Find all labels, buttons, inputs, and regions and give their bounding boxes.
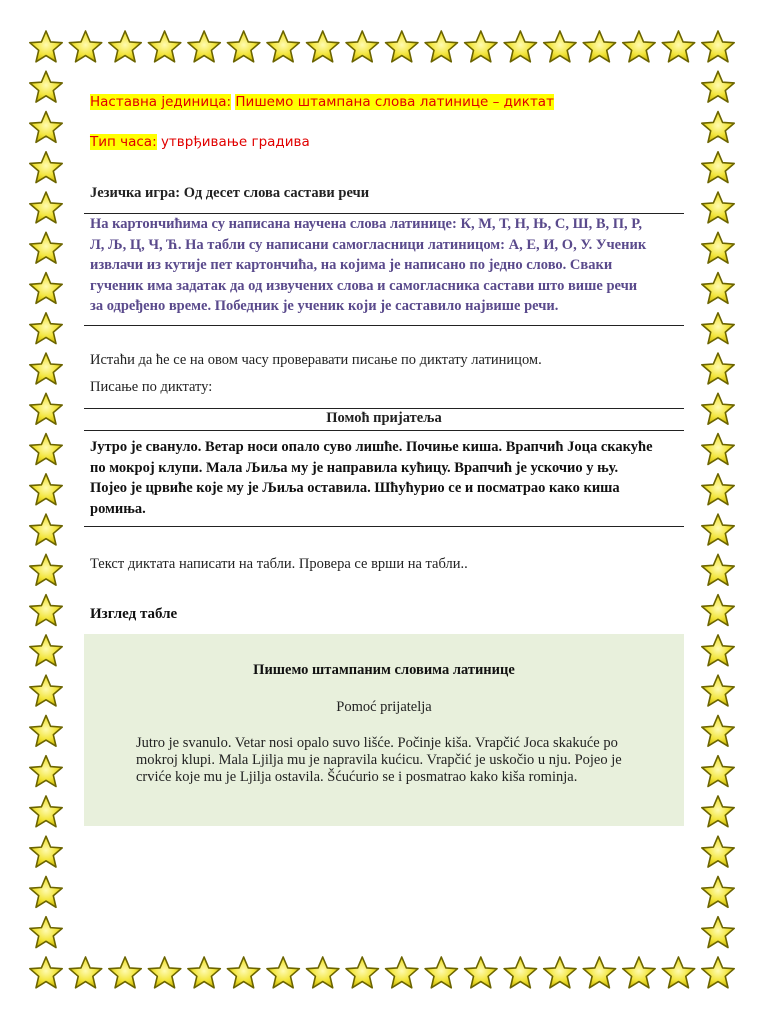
star-icon <box>30 635 62 666</box>
note-line-1: Истаћи да ће се на овом часу проверавати писање по диктату латиницом. <box>90 352 542 368</box>
star-icon <box>425 31 457 62</box>
star-icon <box>504 957 536 988</box>
star-icon <box>30 192 62 223</box>
star-icon <box>307 31 339 62</box>
star-icon <box>30 876 62 907</box>
star-icon <box>623 31 655 62</box>
dictation-line: ромиња. <box>90 500 146 517</box>
star-icon <box>30 71 62 102</box>
star-icon <box>702 112 734 143</box>
star-icon <box>30 434 62 465</box>
star-icon <box>544 31 576 62</box>
divider <box>84 526 684 527</box>
lesson-type-label: Тип часа: <box>90 134 157 150</box>
lesson-type-line <box>90 134 310 150</box>
star-icon <box>30 554 62 585</box>
board-line: Jutro je svanulo. Vetar nosi opalo suvo lišće. Počinje kiša. Vrapčić Joca skakuće po <box>136 735 618 751</box>
star-icon <box>30 393 62 424</box>
game-line: Л, Љ, Ц, Ч, Ћ. На табли су написани самогласници латиницом: А, Е, И, О, У. Ученик <box>90 236 647 253</box>
star-icon <box>702 635 734 666</box>
lesson-type-value: утврђивање градива <box>160 134 310 150</box>
board-text <box>136 735 646 786</box>
star-icon <box>702 796 734 827</box>
game-line: за одређено време. Победник је ученик који је саставило највише речи. <box>90 298 559 314</box>
star-icon <box>30 796 62 827</box>
star-icon <box>583 957 615 988</box>
star-icon <box>188 31 220 62</box>
star-icon <box>227 957 259 988</box>
star-icon <box>702 876 734 907</box>
note-line-2: Писање по диктату: <box>90 379 213 395</box>
star-icon <box>267 957 299 988</box>
board-subtitle: Pomoć prijatelja <box>336 699 432 715</box>
star-icon <box>386 31 418 62</box>
dictation-line: по мокрој клупи. Мала Љиља му је направила кућицу. Врапчић је ускочио у њу. <box>90 459 619 476</box>
star-icon <box>662 31 694 62</box>
star-icon <box>30 836 62 867</box>
star-icon <box>30 595 62 626</box>
star-icon <box>465 957 497 988</box>
star-icon <box>69 31 101 62</box>
star-icon <box>109 31 141 62</box>
star-icon <box>702 715 734 746</box>
star-icon <box>30 313 62 344</box>
star-icon <box>30 756 62 787</box>
star-icon <box>504 31 536 62</box>
star-icon <box>425 957 457 988</box>
star-icon <box>623 957 655 988</box>
star-icon <box>702 31 734 62</box>
star-icon <box>702 393 734 424</box>
star-icon <box>30 31 62 62</box>
board-line: mokroj klupi. Mala Ljilja mu je napravila kućicu. Vrapčić je uskočio u nju. Pojeo je <box>136 752 622 768</box>
star-icon <box>307 957 339 988</box>
star-icon <box>30 474 62 505</box>
star-icon <box>30 152 62 183</box>
star-icon <box>702 917 734 948</box>
star-icon <box>702 353 734 384</box>
star-icon <box>702 313 734 344</box>
divider <box>84 325 684 326</box>
star-icon <box>69 957 101 988</box>
instruction-text: Текст диктата написати на табли. Провера се врши на табли.. <box>90 556 468 572</box>
star-icon <box>702 71 734 102</box>
star-icon <box>30 957 62 988</box>
star-icon <box>702 434 734 465</box>
star-icon <box>702 595 734 626</box>
star-icon <box>702 474 734 505</box>
star-icon <box>148 31 180 62</box>
star-icon <box>267 31 299 62</box>
star-icon <box>30 273 62 304</box>
star-icon <box>702 756 734 787</box>
lesson-unit-label: Наставна јединица: <box>90 94 232 110</box>
star-icon <box>702 192 734 223</box>
game-line: гученик има задатак да од извучених слова и самогласника састави што више речи <box>90 277 638 294</box>
star-icon <box>346 31 378 62</box>
star-icon <box>30 232 62 263</box>
star-icon <box>465 31 497 62</box>
game-line: извлачи из кутије пет картончића, на којима је написано по једно слово. Сваки <box>90 257 613 273</box>
dictation-title: Помоћ пријатеља <box>326 410 442 426</box>
star-icon <box>30 514 62 545</box>
board-line: crviće koje mu je Ljilja ostavila. Šćućurio se i posmatrao kako kiša rominja. <box>136 769 578 785</box>
star-icon <box>544 957 576 988</box>
star-icon <box>30 715 62 746</box>
board-title: Пишемо штампаним словима латинице <box>253 662 515 678</box>
dictation-line: Јутро је свануло. Ветар носи опало суво лишће. Почиње киша. Врапчић Јоца скакуће <box>90 439 653 455</box>
star-icon <box>702 514 734 545</box>
star-icon <box>583 31 615 62</box>
star-icon <box>30 112 62 143</box>
star-icon <box>702 836 734 867</box>
divider <box>84 408 684 409</box>
star-icon <box>148 957 180 988</box>
divider <box>84 430 684 431</box>
dictation-text <box>90 437 670 519</box>
star-icon <box>30 353 62 384</box>
star-icon <box>109 957 141 988</box>
star-icon <box>386 957 418 988</box>
star-icon <box>227 31 259 62</box>
board-preview <box>84 634 684 826</box>
star-icon <box>346 957 378 988</box>
star-icon <box>702 554 734 585</box>
star-icon <box>662 957 694 988</box>
star-icon <box>702 232 734 263</box>
lesson-unit-title: Пишемо штампана слова латинице – диктат <box>235 94 554 110</box>
star-icon <box>702 152 734 183</box>
star-icon <box>702 675 734 706</box>
star-icon <box>702 957 734 988</box>
dictation-line: Појео је црвиће које му је Љиља оставила. Шћућурио се и посматрао како киша <box>90 480 620 496</box>
game-description <box>90 214 670 317</box>
star-icon <box>702 273 734 304</box>
star-icon <box>30 675 62 706</box>
game-title: Језичка игра: Од десет слова састави речи <box>90 185 370 201</box>
lesson-unit-line <box>90 94 554 110</box>
board-heading: Изглед табле <box>90 606 178 622</box>
game-line: На картончићима су написана научена слова латинице: К, М, Т, Н, Њ, С, Ш, В, П, Р, <box>90 216 642 232</box>
star-icon <box>188 957 220 988</box>
star-icon <box>30 917 62 948</box>
